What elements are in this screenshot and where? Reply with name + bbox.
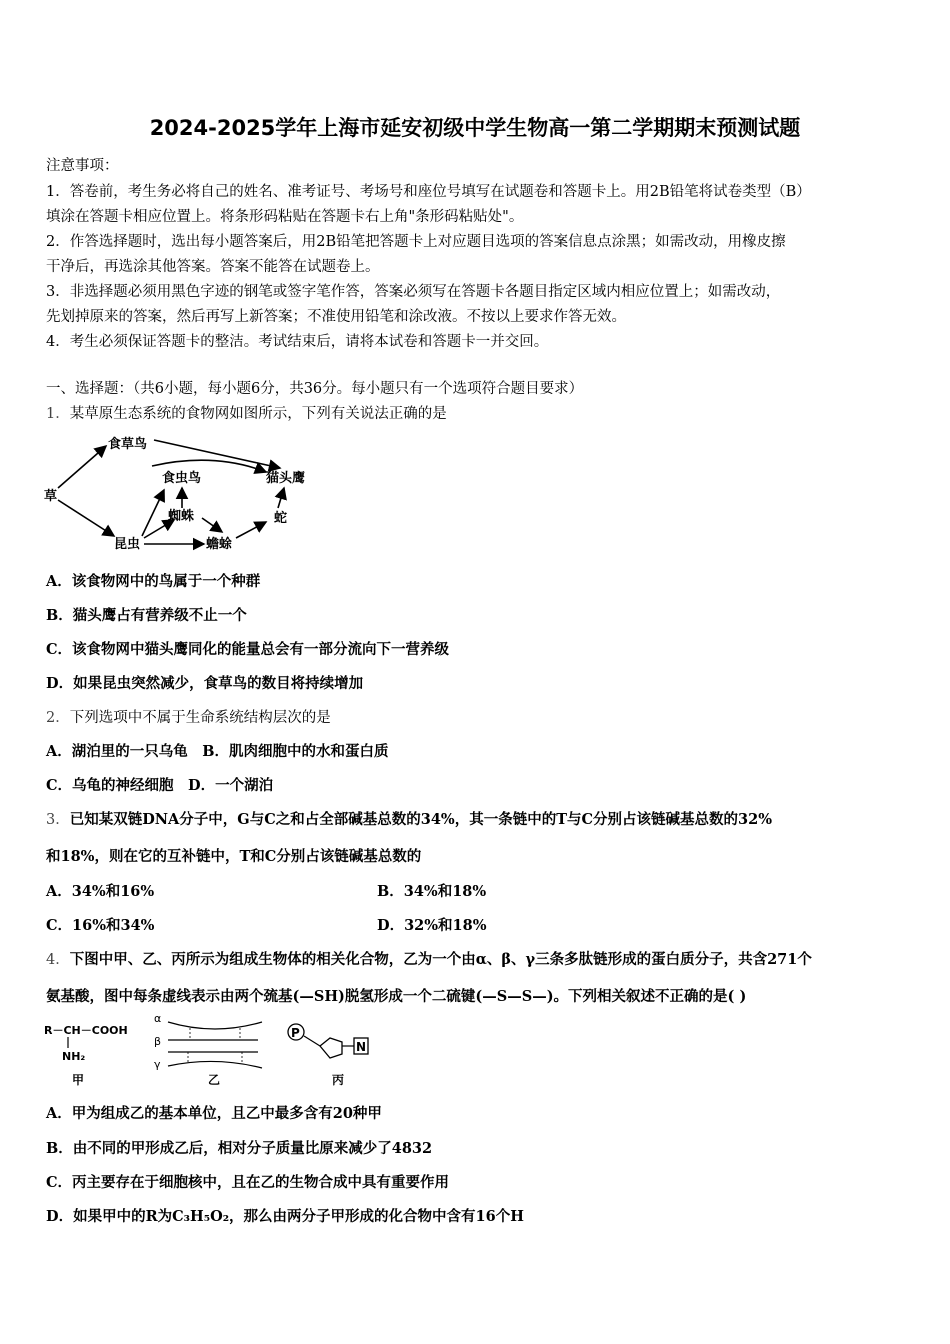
option[interactable]: D．如果昆虫突然减少，食草鸟的数目将持续增加 <box>46 675 364 692</box>
section-heading: 一、选择题：（共6小题，每小题6分，共36分。每小题只有一个选项符合题目要求） <box>46 381 584 397</box>
bing-label: 丙 <box>332 1073 345 1087</box>
option[interactable]: D．32%和18% <box>377 917 487 934</box>
yi-gamma: γ <box>154 1058 161 1071</box>
node-owl: 猫头鹰 <box>266 471 306 486</box>
bing-p: P <box>291 1026 300 1040</box>
arrow <box>278 488 284 508</box>
yi-beta: β <box>154 1035 162 1048</box>
option[interactable]: C．丙主要存在于细胞核中，且在乙的生物合成中具有重要作用 <box>46 1174 450 1191</box>
notice-line: 干净后，再选涂其他答案。答案不能答在试题卷上。 <box>46 259 380 275</box>
compound-diagram <box>40 1012 380 1090</box>
question-4-stem-cont: 氨基酸，图中每条虚线表示由两个巯基(—SH)脱氢形成一个二硫键(—S—S—)。下列相关叙述不正确的是( ) <box>46 988 747 1005</box>
option[interactable]: B．34%和18% <box>377 883 487 900</box>
option[interactable]: A．甲为组成乙的基本单位，且乙中最多含有20种甲 <box>46 1105 382 1122</box>
food-web-diagram <box>44 428 334 556</box>
arrow <box>58 500 114 536</box>
option[interactable]: A．34%和16% <box>46 883 155 900</box>
notice-line: 3．非选择题必须用黑色字迹的钢笔或签字笔作答，答案必须写在答题卡各题目指定区域内相应位置上；如需改动， <box>46 284 781 300</box>
option[interactable]: C．16%和34% <box>46 917 155 934</box>
yi-alpha: α <box>154 1012 162 1025</box>
arrow <box>58 446 106 488</box>
node-seed-bird: 食草鸟 <box>108 437 148 452</box>
question-3-stem: 3．已知某双链DNA分子中，G与C之和占全部碱基总数的34%，其一条链中的T与C分别占该链碱基总数的32% <box>46 811 772 828</box>
node-grass: 草 <box>44 489 58 504</box>
option-row[interactable]: A．湖泊里的一只乌龟 B．肌肉细胞中的水和蛋白质 <box>46 743 389 760</box>
jia-formula-bottom: NH₂ <box>62 1050 86 1063</box>
option[interactable]: A．该食物网中的鸟属于一个种群 <box>46 573 261 590</box>
node-spider: 蜘蛛 <box>168 509 195 524</box>
arrow <box>154 440 280 468</box>
question-2-stem: 2．下列选项中不属于生命系统结构层次的是 <box>46 710 331 726</box>
page-title: 2024-2025学年上海市延安初级中学生物高一第二学期期末预测试题 <box>149 116 801 140</box>
option-row[interactable]: C．乌龟的神经细胞 D．一个湖泊 <box>46 777 274 794</box>
option[interactable]: C．该食物网中猫头鹰同化的能量总会有一部分流向下一营养级 <box>46 641 450 658</box>
notice-line: 2．作答选择题时，选出每小题答案后，用2B铅笔把答题卡上对应题目选项的答案信息点涂黑；如需改动，用橡皮擦 <box>46 234 786 250</box>
node-toad: 蟾蜍 <box>206 537 233 552</box>
bing-n: N <box>356 1040 367 1054</box>
yi-label: 乙 <box>208 1073 221 1087</box>
node-snake: 蛇 <box>274 511 288 526</box>
question-1-stem: 1．某草原生态系统的食物网如图所示，下列有关说法正确的是 <box>46 406 447 422</box>
notice-line: 4．考生必须保证答题卡的整洁。考试结束后，请将本试卷和答题卡一并交回。 <box>46 334 549 350</box>
notice-line: 先划掉原来的答案，然后再写上新答案；不准使用铅笔和涂改液。不按以上要求作答无效。 <box>46 309 626 325</box>
arrow <box>236 522 266 538</box>
arrow <box>142 490 164 536</box>
jia-formula-top: R－CH－COOH <box>44 1024 128 1037</box>
notice-line: 填涂在答题卡相应位置上。将条形码粘贴在答题卡右上角"条形码粘贴处"。 <box>46 209 524 225</box>
jia-label: 甲 <box>72 1073 85 1087</box>
option[interactable]: D．如果甲中的R为C₃H₅O₂，那么由两分子甲形成的化合物中含有16个H <box>46 1208 524 1225</box>
question-4-stem: 4．下图中甲、乙、丙所示为组成生物体的相关化合物，乙为一个由α、β、γ三条多肽链形成的蛋白质分子，共含271个 <box>46 951 812 968</box>
option[interactable]: B．由不同的甲形成乙后，相对分子质量比原来减少了4832 <box>46 1140 433 1157</box>
node-insect: 昆虫 <box>114 537 141 552</box>
question-3-stem-cont: 和18%，则在它的互补链中，T和C分别占该链碱基总数的 <box>46 848 422 865</box>
notice-heading: 注意事项： <box>46 158 119 174</box>
arrow <box>202 518 222 532</box>
node-insect-bird: 食虫鸟 <box>162 471 202 486</box>
option[interactable]: B．猫头鹰占有营养级不止一个 <box>46 607 247 624</box>
notice-line: 1．答卷前，考生务必将自己的姓名、准考证号、考场号和座位号填写在试题卷和答题卡上。用2B铅笔将试卷类型（B） <box>46 184 811 200</box>
